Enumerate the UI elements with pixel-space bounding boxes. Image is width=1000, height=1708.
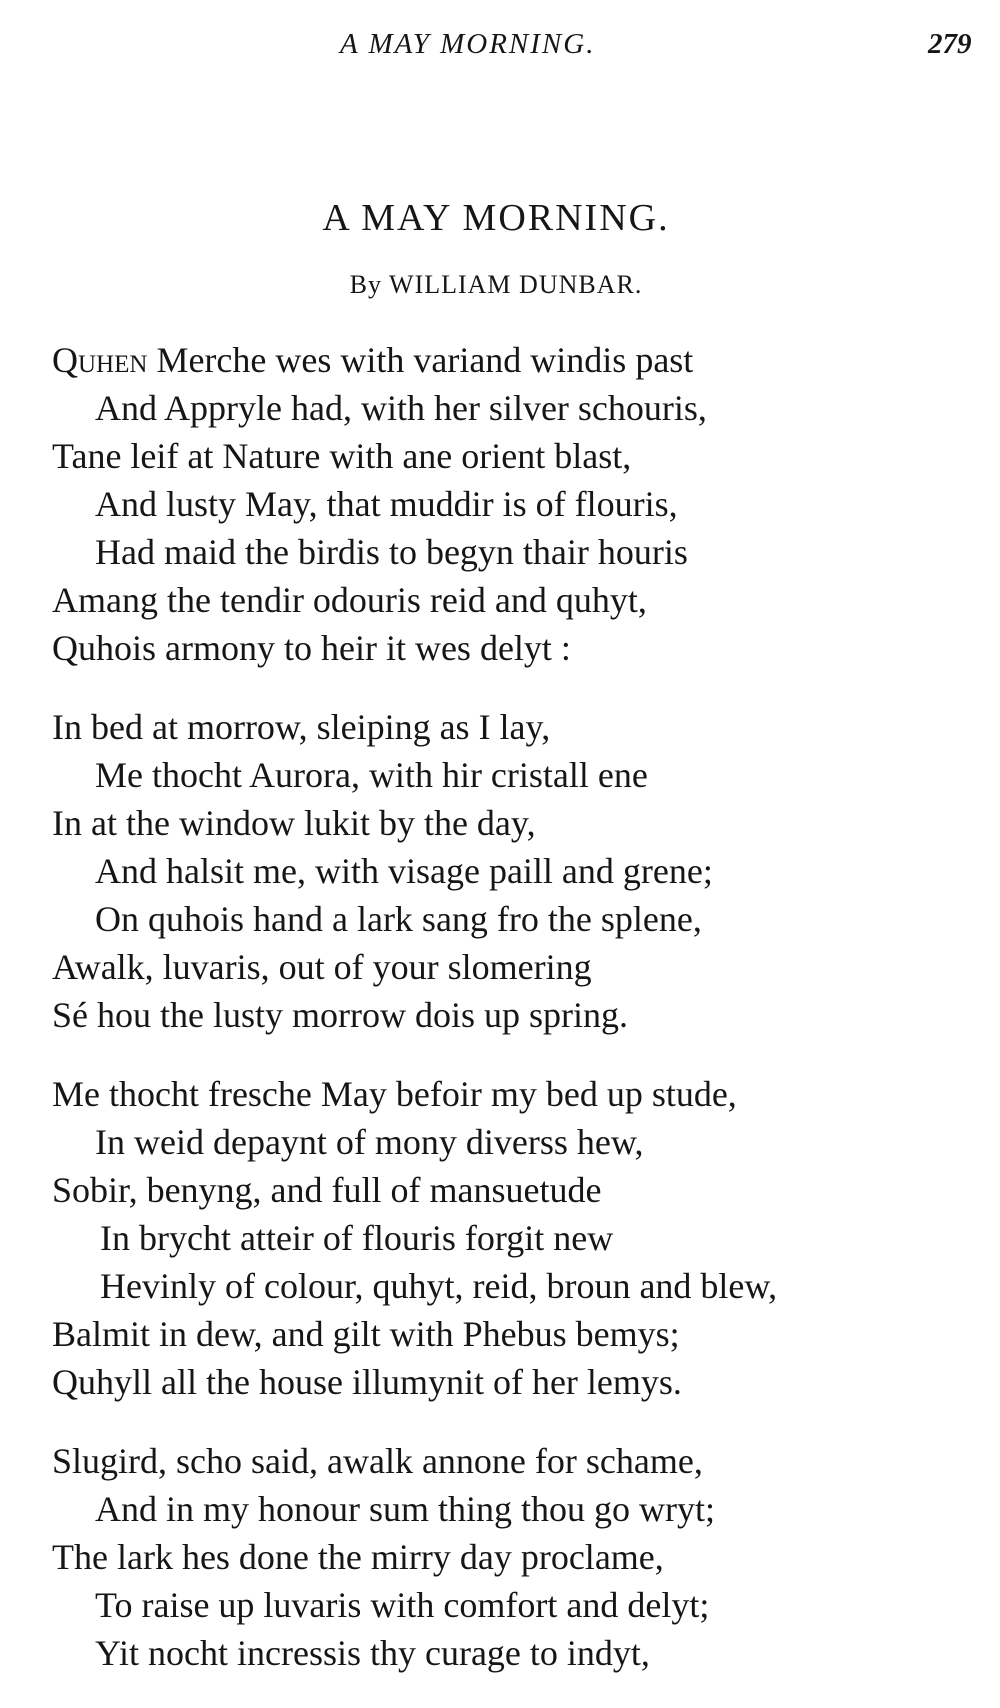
- poem-line: In bed at morrow, sleiping as I lay,: [52, 707, 551, 747]
- poem-line: And halsit me, with visage paill and grene;: [95, 851, 713, 891]
- poem-line: [52, 336, 982, 384]
- poem-line: Sé hou the lusty morrow dois up spring.: [52, 995, 628, 1035]
- poem-line: The lark hes done the mirry day proclame,: [52, 1537, 664, 1577]
- poem-line: In weid depaynt of mony diverss hew,: [95, 1122, 644, 1162]
- poem-line: In brycht atteir of flouris forgit new: [100, 1218, 614, 1258]
- poem-line: Sobir, benyng, and full of mansuetude: [52, 1170, 602, 1210]
- poem-line: Hevinly of colour, quhyt, reid, broun and blew,: [100, 1266, 778, 1306]
- running-head: [0, 28, 1000, 68]
- poem-line: Me thocht fresche May befoir my bed up stude,: [52, 1074, 737, 1114]
- stanza-3: [52, 1070, 982, 1406]
- poem-line: Slugird, scho said, awalk annone for schame,: [52, 1441, 703, 1481]
- poem-line: Awalk, luvaris, out of your slomering: [52, 947, 592, 987]
- stanza-2: [52, 703, 982, 1039]
- page-number: 279: [928, 28, 972, 60]
- poem-line: Had maid the birdis to begyn thair houris: [95, 532, 688, 572]
- poem-body: [52, 336, 982, 1708]
- poem-line: And lusty May, that muddir is of flouris,: [95, 484, 678, 524]
- poem-line: On quhois hand a lark sang fro the splene,: [95, 899, 702, 939]
- poem-line: And in my honour sum thing thou go wryt;: [95, 1489, 715, 1529]
- poem-line: And Appryle had, with her silver schouris,: [95, 388, 707, 428]
- stanza-4: [52, 1437, 982, 1677]
- stanza-1: [52, 336, 982, 672]
- poem-line: In at the window lukit by the day,: [52, 803, 536, 843]
- opening-word: Quhen: [52, 340, 148, 380]
- poem-line: Yit nocht incressis thy curage to indyt,: [95, 1633, 650, 1673]
- running-title: A MAY MORNING.: [340, 28, 596, 60]
- poem-line: To raise up luvaris with comfort and delyt;: [95, 1585, 710, 1625]
- poem-line: Quhois armony to heir it wes delyt :: [52, 628, 571, 668]
- poem-title: A MAY MORNING.: [322, 197, 670, 239]
- poem-line: Balmit in dew, and gilt with Phebus bemys;: [52, 1314, 680, 1354]
- poem-line: Tane leif at Nature with ane orient blast,: [52, 436, 632, 476]
- poem-line: Amang the tendir odouris reid and quhyt,: [52, 580, 647, 620]
- poem-line: Me thocht Aurora, with hir cristall ene: [95, 755, 648, 795]
- poem-line: Quhyll all the house illumynit of her lemys.: [52, 1362, 682, 1402]
- poem-byline: By WILLIAM DUNBAR.: [349, 270, 643, 299]
- poem-line-text: Merche wes with variand windis past: [147, 340, 694, 380]
